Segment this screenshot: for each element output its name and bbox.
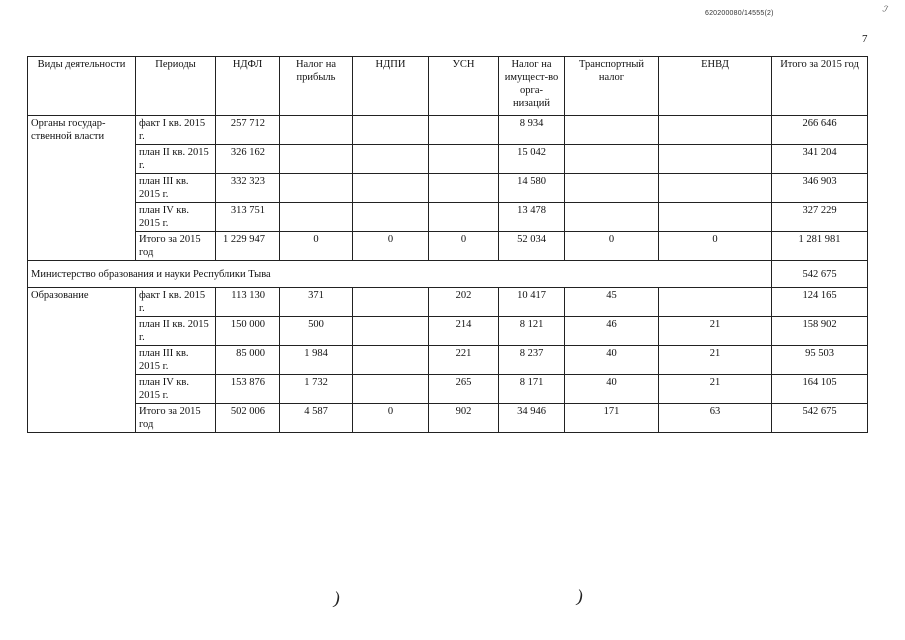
profit-tax-cell xyxy=(280,145,353,174)
usn-cell xyxy=(429,145,499,174)
profit-tax-cell: 1 732 xyxy=(280,375,353,404)
period-cell: план IV кв. 2015 г. xyxy=(136,203,216,232)
activity-cell: Органы государ-ственной власти xyxy=(28,116,136,261)
usn-cell xyxy=(429,203,499,232)
ndpi-cell xyxy=(353,288,429,317)
property-tax-cell: 15 042 xyxy=(499,145,565,174)
header-usn: УСН xyxy=(429,57,499,116)
usn-cell: 902 xyxy=(429,404,499,433)
total-cell: 164 105 xyxy=(772,375,868,404)
header-envd: ЕНВД xyxy=(659,57,772,116)
period-cell: план II кв. 2015 г. xyxy=(136,145,216,174)
ndpi-cell xyxy=(353,375,429,404)
ndfl-cell: 150 000 xyxy=(216,317,280,346)
ndfl-cell: 332 323 xyxy=(216,174,280,203)
transport-tax-cell xyxy=(565,145,659,174)
total-cell: 124 165 xyxy=(772,288,868,317)
usn-cell: 221 xyxy=(429,346,499,375)
ndfl-cell: 326 162 xyxy=(216,145,280,174)
ministry-total: 542 675 xyxy=(772,261,868,288)
ndfl-cell: 1 229 947 xyxy=(216,232,280,261)
usn-cell: 0 xyxy=(429,232,499,261)
envd-cell xyxy=(659,288,772,317)
ndfl-cell: 113 130 xyxy=(216,288,280,317)
header-profit-tax: Налог на прибыль xyxy=(280,57,353,116)
transport-tax-cell: 46 xyxy=(565,317,659,346)
table-row xyxy=(28,346,868,375)
envd-cell: 63 xyxy=(659,404,772,433)
total-cell: 266 646 xyxy=(772,116,868,145)
total-cell: 346 903 xyxy=(772,174,868,203)
envd-cell xyxy=(659,203,772,232)
ndpi-cell xyxy=(353,346,429,375)
envd-cell xyxy=(659,116,772,145)
ndpi-cell: 0 xyxy=(353,404,429,433)
handwritten-mark: ) xyxy=(575,585,586,607)
header-activity: Виды деятельности xyxy=(28,57,136,116)
envd-cell: 21 xyxy=(659,375,772,404)
transport-tax-cell: 0 xyxy=(565,232,659,261)
header-ndpi: НДПИ xyxy=(353,57,429,116)
envd-cell: 21 xyxy=(659,346,772,375)
transport-tax-cell: 45 xyxy=(565,288,659,317)
ndfl-cell: 313 751 xyxy=(216,203,280,232)
total-cell: 158 902 xyxy=(772,317,868,346)
property-tax-cell: 34 946 xyxy=(499,404,565,433)
header-ndfl: НДФЛ xyxy=(216,57,280,116)
table-row xyxy=(28,116,868,145)
envd-cell xyxy=(659,174,772,203)
table-row-total xyxy=(28,404,868,433)
transport-tax-cell xyxy=(565,116,659,145)
property-tax-cell: 52 034 xyxy=(499,232,565,261)
usn-cell xyxy=(429,174,499,203)
property-tax-cell: 14 580 xyxy=(499,174,565,203)
corner-handwritten-mark: ℐ xyxy=(881,3,890,15)
total-cell: 1 281 981 xyxy=(772,232,868,261)
table-row xyxy=(28,288,868,317)
ministry-label: Министерство образования и науки Республики Тыва xyxy=(28,261,772,288)
ndpi-cell xyxy=(353,116,429,145)
activity-cell: Образование xyxy=(28,288,136,433)
property-tax-cell: 8 237 xyxy=(499,346,565,375)
profit-tax-cell: 371 xyxy=(280,288,353,317)
header-period: Периоды xyxy=(136,57,216,116)
total-cell: 542 675 xyxy=(772,404,868,433)
transport-tax-cell xyxy=(565,174,659,203)
page-number: 7 xyxy=(862,33,868,45)
handwritten-mark: ) xyxy=(332,587,343,609)
period-cell: факт I кв. 2015 г. xyxy=(136,116,216,145)
property-tax-cell: 8 121 xyxy=(499,317,565,346)
ministry-row xyxy=(28,261,868,288)
header-transport-tax: Транспортный налог xyxy=(565,57,659,116)
usn-cell: 202 xyxy=(429,288,499,317)
ndpi-cell xyxy=(353,145,429,174)
profit-tax-cell: 500 xyxy=(280,317,353,346)
ndfl-cell: 85 000 xyxy=(216,346,280,375)
envd-cell: 0 xyxy=(659,232,772,261)
envd-cell: 21 xyxy=(659,317,772,346)
property-tax-cell: 8 934 xyxy=(499,116,565,145)
table-header-row xyxy=(28,57,868,116)
tax-revenue-table xyxy=(27,56,868,433)
document-id: 620200080/14555(2) xyxy=(705,10,774,17)
table-row xyxy=(28,375,868,404)
period-cell: план IV кв. 2015 г. xyxy=(136,375,216,404)
transport-tax-cell: 40 xyxy=(565,375,659,404)
property-tax-cell: 10 417 xyxy=(499,288,565,317)
usn-cell: 214 xyxy=(429,317,499,346)
profit-tax-cell: 4 587 xyxy=(280,404,353,433)
profit-tax-cell xyxy=(280,203,353,232)
usn-cell xyxy=(429,116,499,145)
ndpi-cell xyxy=(353,174,429,203)
period-cell: Итого за 2015 год xyxy=(136,404,216,433)
transport-tax-cell: 171 xyxy=(565,404,659,433)
period-cell: Итого за 2015 год xyxy=(136,232,216,261)
usn-cell: 265 xyxy=(429,375,499,404)
period-cell: план III кв. 2015 г. xyxy=(136,174,216,203)
total-cell: 327 229 xyxy=(772,203,868,232)
property-tax-cell: 8 171 xyxy=(499,375,565,404)
ndpi-cell xyxy=(353,203,429,232)
table-row xyxy=(28,174,868,203)
period-cell: план III кв. 2015 г. xyxy=(136,346,216,375)
period-cell: план II кв. 2015 г. xyxy=(136,317,216,346)
profit-tax-cell xyxy=(280,174,353,203)
table-row xyxy=(28,317,868,346)
envd-cell xyxy=(659,145,772,174)
ndfl-cell: 502 006 xyxy=(216,404,280,433)
profit-tax-cell: 0 xyxy=(280,232,353,261)
total-cell: 341 204 xyxy=(772,145,868,174)
profit-tax-cell xyxy=(280,116,353,145)
total-cell: 95 503 xyxy=(772,346,868,375)
profit-tax-cell: 1 984 xyxy=(280,346,353,375)
transport-tax-cell xyxy=(565,203,659,232)
ndfl-cell: 257 712 xyxy=(216,116,280,145)
table-row xyxy=(28,203,868,232)
ndpi-cell xyxy=(353,317,429,346)
header-total: Итого за 2015 год xyxy=(772,57,868,116)
table-row-total xyxy=(28,232,868,261)
table-row xyxy=(28,145,868,174)
transport-tax-cell: 40 xyxy=(565,346,659,375)
ndpi-cell: 0 xyxy=(353,232,429,261)
period-cell: факт I кв. 2015 г. xyxy=(136,288,216,317)
header-property-tax: Налог на имущест-во орга-низаций xyxy=(499,57,565,116)
ndfl-cell: 153 876 xyxy=(216,375,280,404)
property-tax-cell: 13 478 xyxy=(499,203,565,232)
